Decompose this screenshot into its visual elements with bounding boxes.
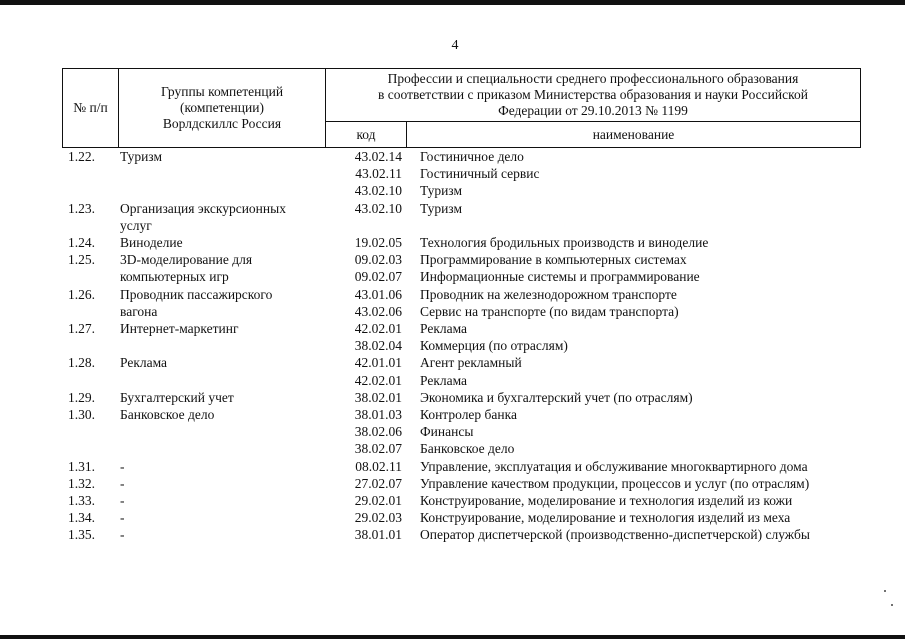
table-row — [62, 200, 862, 217]
table-row — [62, 389, 862, 406]
header-code-label: код — [356, 126, 376, 142]
row-number — [62, 440, 118, 457]
row-competence-group: вагона — [120, 303, 158, 319]
row-number — [62, 217, 118, 234]
row-competence-group — [118, 165, 330, 182]
row-number: 1.32. — [68, 475, 95, 491]
row-profession-name: Туризм — [420, 200, 462, 216]
row-profession-name: Агент рекламный — [420, 355, 522, 371]
row-number: 1.22. — [68, 149, 95, 164]
row-number — [62, 337, 118, 354]
header-group-cell — [118, 68, 326, 148]
row-profession-name: Программирование в компьютерных системах — [420, 252, 687, 268]
row-number: 1.29. — [68, 389, 95, 405]
row-profession-name: Управление качеством продукции, процессов и услуг (по отраслям) — [420, 475, 810, 491]
header-code-cell — [325, 121, 407, 148]
table-row — [62, 251, 862, 268]
row-profession-name: Туризм — [420, 183, 462, 199]
table-row — [62, 320, 862, 337]
scan-speck — [891, 604, 893, 606]
header-number-cell — [62, 68, 119, 148]
row-profession-name: Оператор диспетчерской (производственно-диспетчерской) службы — [420, 527, 810, 543]
table-row — [62, 458, 862, 475]
row-code: 43.02.06 — [354, 303, 402, 319]
row-competence-group: услуг — [120, 217, 152, 233]
row-profession-name: Конструирование, моделирование и технология изделий из кожи — [420, 493, 793, 509]
table-row — [62, 372, 862, 389]
row-profession-name: Реклама — [420, 321, 468, 337]
header-name-cell — [406, 121, 861, 148]
table-row — [62, 440, 862, 457]
row-competence-group — [118, 372, 330, 389]
row-code: 27.02.07 — [354, 475, 402, 491]
row-profession-name: Контролер банка — [420, 407, 517, 423]
row-number — [62, 303, 118, 320]
row-code: 29.02.01 — [354, 493, 402, 509]
row-code: 38.02.01 — [354, 389, 402, 405]
row-competence-group: - — [120, 493, 125, 509]
row-profession-name — [410, 217, 862, 234]
row-number — [62, 423, 118, 440]
table-row — [62, 406, 862, 423]
row-competence-group: - — [120, 458, 125, 474]
row-competence-group: Бухгалтерский учет — [120, 389, 234, 405]
table-row — [62, 148, 862, 165]
row-number: 1.30. — [68, 407, 95, 423]
row-competence-group: - — [120, 510, 125, 526]
row-number — [62, 268, 118, 285]
row-competence-group — [118, 423, 330, 440]
row-number: 1.25. — [68, 252, 95, 268]
row-profession-name: Коммерция (по отраслям) — [420, 338, 568, 354]
table-row — [62, 182, 862, 199]
row-profession-name: Управление, эксплуатация и обслуживание многоквартирного дома — [420, 458, 808, 474]
row-competence-group — [118, 337, 330, 354]
row-code — [330, 217, 410, 234]
header-group-label: Группы компетенций (компетенции) Ворлдскиллс Россия — [160, 84, 284, 131]
row-code: 43.02.10 — [354, 183, 402, 199]
table-row — [62, 526, 862, 543]
row-code: 09.02.07 — [354, 269, 402, 285]
table-row — [62, 286, 862, 303]
row-code: 38.02.06 — [354, 424, 402, 440]
row-profession-name: Банковское дело — [420, 441, 515, 457]
row-profession-name: Экономика и бухгалтерский учет (по отраслям) — [420, 389, 693, 405]
row-competence-group: Проводник пассажирского — [120, 286, 273, 302]
table-row — [62, 475, 862, 492]
row-profession-name: Сервис на транспорте (по видам транспорта) — [420, 303, 679, 319]
table-row — [62, 337, 862, 354]
row-number — [62, 182, 118, 199]
row-number: 1.35. — [68, 527, 95, 543]
row-code: 29.02.03 — [354, 510, 402, 526]
row-profession-name: Проводник на железнодорожном транспорте — [420, 286, 677, 302]
row-number: 1.28. — [68, 355, 95, 371]
row-profession-name: Финансы — [420, 424, 474, 440]
header-number-label: № п/п — [73, 100, 108, 115]
row-code: 42.02.01 — [354, 321, 402, 337]
header-profession-cell — [325, 68, 861, 122]
table-row — [62, 234, 862, 251]
row-competence-group: 3D-моделирование для — [120, 252, 253, 268]
row-code: 38.02.04 — [354, 338, 402, 354]
row-code: 09.02.03 — [354, 252, 402, 268]
header-profession-label: Профессии и специальности среднего профессионального образования в соответствии с приказом Министерства образования и науки Российской Федерации от 29.10.2013 № 1199 — [378, 71, 808, 118]
row-competence-group: Реклама — [120, 355, 168, 371]
row-profession-name: Информационные системы и программирование — [420, 269, 700, 285]
row-number — [62, 372, 118, 389]
row-competence-group: Виноделие — [120, 235, 183, 251]
row-code: 38.02.07 — [354, 441, 402, 457]
table-row — [62, 492, 862, 509]
top-border-rule — [0, 0, 905, 5]
row-number: 1.24. — [68, 235, 95, 251]
row-code: 43.02.11 — [355, 166, 402, 182]
table-row — [62, 354, 862, 371]
header-name-label: наименование — [592, 126, 675, 142]
row-competence-group: Банковское дело — [120, 407, 215, 423]
row-competence-group — [118, 182, 330, 199]
row-profession-name: Технология бродильных производств и виноделие — [420, 235, 709, 251]
table-row — [62, 217, 862, 234]
row-number: 1.34. — [68, 510, 95, 526]
row-code: 43.02.10 — [354, 200, 402, 216]
row-profession-name: Реклама — [420, 372, 468, 388]
row-number: 1.23. — [68, 200, 95, 216]
table-row — [62, 509, 862, 526]
row-number: 1.26. — [68, 286, 95, 302]
row-code: 43.01.06 — [354, 286, 402, 302]
scan-speck — [884, 590, 886, 592]
row-competence-group: Интернет-маркетинг — [120, 321, 239, 337]
bottom-border-rule — [0, 635, 905, 639]
table-row — [62, 303, 862, 320]
row-number — [62, 165, 118, 182]
table-row — [62, 165, 862, 182]
table-body — [62, 148, 862, 544]
row-profession-name: Гостиничный сервис — [420, 166, 540, 182]
row-competence-group: компьютерных игр — [120, 269, 229, 285]
row-code: 38.01.01 — [354, 527, 402, 543]
row-number: 1.31. — [68, 458, 95, 474]
row-profession-name: Гостиничное дело — [420, 149, 524, 164]
page-number: 4 — [451, 38, 459, 53]
row-competence-group: Туризм — [120, 149, 162, 164]
row-competence-group: - — [120, 475, 125, 491]
row-code: 08.02.11 — [355, 458, 402, 474]
row-code: 42.01.01 — [354, 355, 402, 371]
table-row — [62, 423, 862, 440]
row-profession-name: Конструирование, моделирование и технология изделий из меха — [420, 510, 791, 526]
row-competence-group: Организация экскурсионных — [120, 200, 286, 216]
row-code: 38.01.03 — [354, 407, 402, 423]
row-code: 42.02.01 — [354, 372, 402, 388]
table-row — [62, 268, 862, 285]
row-code: 19.02.05 — [354, 235, 402, 251]
row-competence-group — [118, 440, 330, 457]
row-number: 1.33. — [68, 493, 95, 509]
row-number: 1.27. — [68, 321, 95, 337]
row-code: 43.02.14 — [354, 149, 402, 164]
row-competence-group: - — [120, 527, 125, 543]
